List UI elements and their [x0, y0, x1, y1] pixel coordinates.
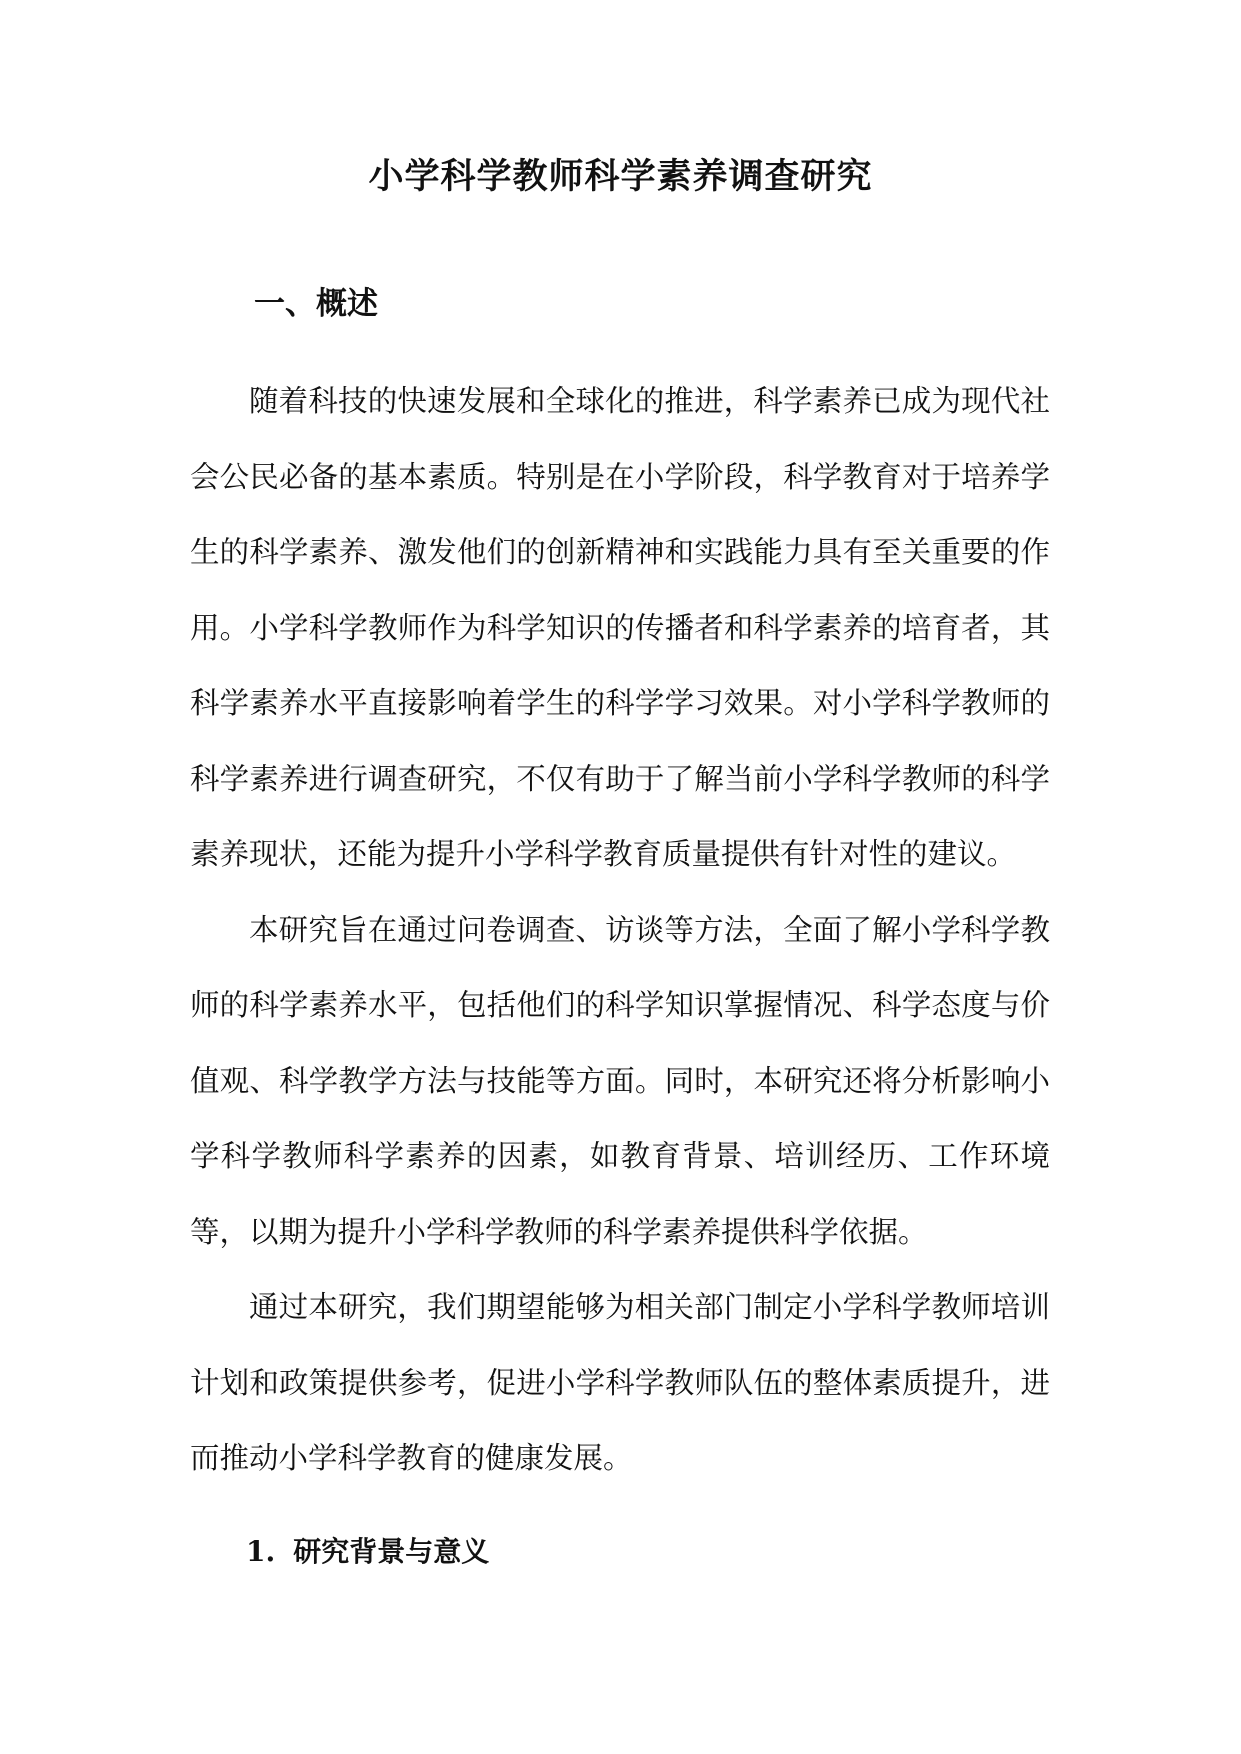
- document-title: 小学科学教师科学素养调查研究: [368, 156, 873, 197]
- subsection-title: 研究背景与意义: [293, 1535, 490, 1568]
- paragraph-2: 本研究旨在通过问卷调查、访谈等方法，全面了解小学科学教师的科学素养水平，包括他们的科学知识掌握情况、科学态度与价值观、科学教学方法与技能等方面。同时，本研究还将分析影响小学科学教师科学素养的因素，如教育背景、培训经历、工作环境等，以期为提升小学科学教师的科学素养提供科学依据。: [190, 912, 1050, 1249]
- paragraph-3: 通过本研究，我们期望能够为相关部门制定小学科学教师培训计划和政策提供参考，促进小学科学教师队伍的整体素质提升，进而推动小学科学教育的健康发展。: [190, 1290, 1050, 1475]
- subsection-number: 1.: [246, 1535, 276, 1568]
- document-body: [190, 364, 1050, 1497]
- paragraph-1: 随着科技的快速发展和全球化的推进，科学素养已成为现代社会公民必备的基本素质。特别是在小学阶段，科学教育对于培养学生的科学素养、激发他们的创新精神和实践能力具有至关重要的作用。小学科学教师作为科学知识的传播者和科学素养的培育者，其科学素养水平直接影响着学生的科学学习效果。对小学科学教师的科学素养进行调查研究，不仅有助于了解当前小学科学教师的科学素养现状，还能为提升小学科学教育质量提供有针对性的建议。: [190, 384, 1050, 871]
- section-heading: 一、概述: [254, 286, 378, 322]
- subsection-heading: [246, 1530, 489, 1574]
